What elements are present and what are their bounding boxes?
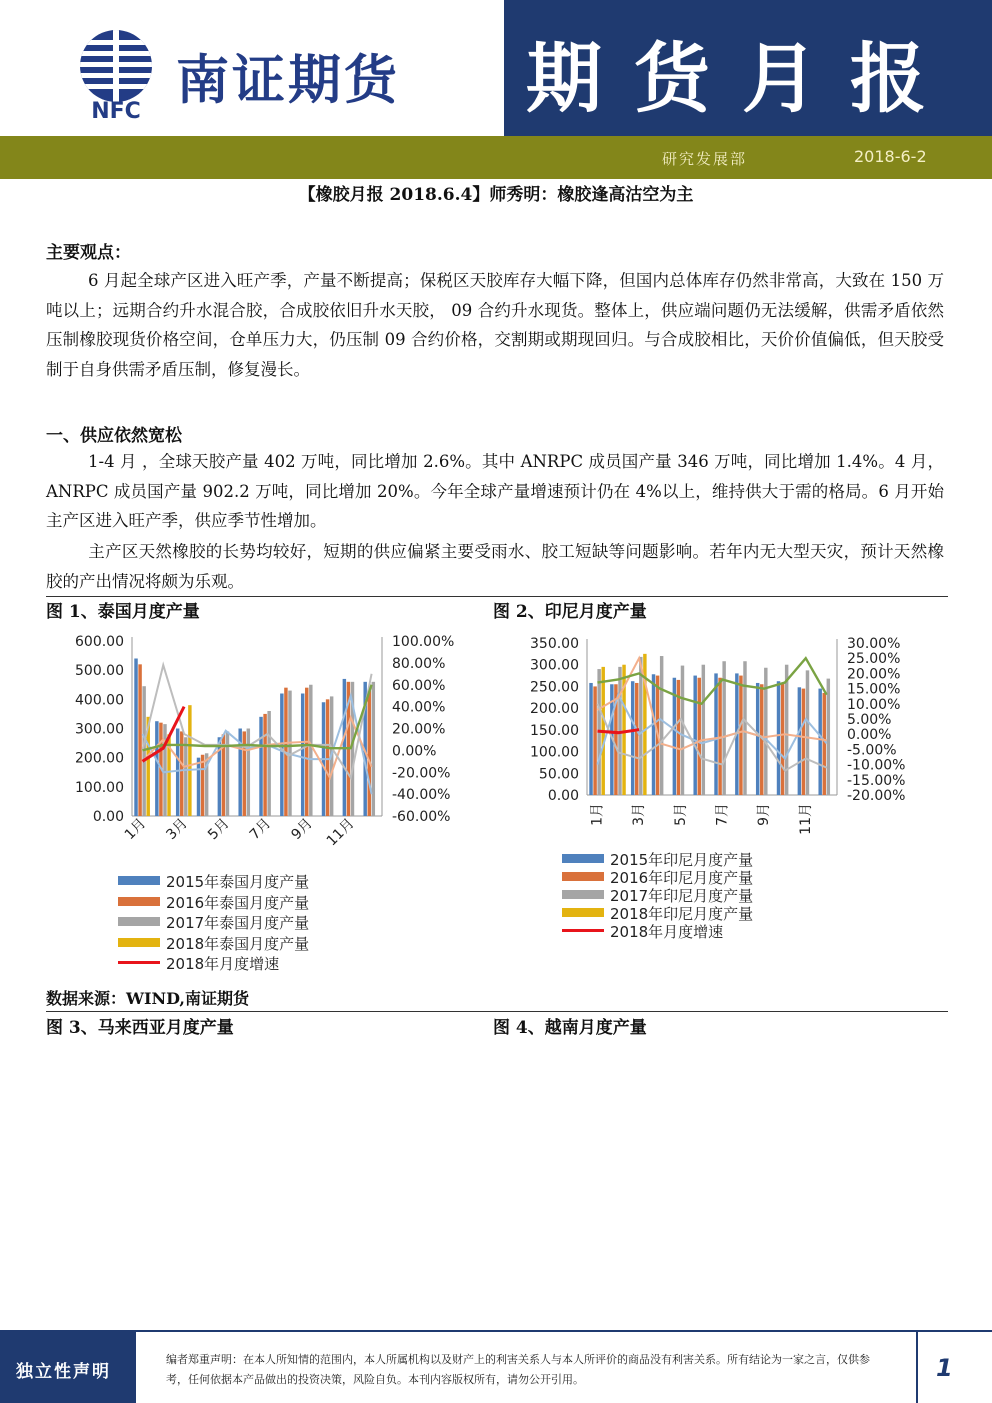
page-number-box [916, 1330, 992, 1403]
indonesia-y-tick-label: 0.00 [547, 788, 579, 804]
indonesia-y2-tick-label: -15.00% [847, 772, 906, 789]
thailand-bar-2016 [263, 714, 266, 816]
disclaimer-text: 编者郑重声明：在本人所知情的范围内，本人所属机构以及财产上的利害关系人与本人所评价的商品没有利害关系。所有结论为一家之言，仅供参考，任何依据本产品做出的投资决策，风险自负。本刊内容版权所有，请勿公开引用。 [166, 1353, 870, 1386]
thailand-bar-2015 [301, 694, 304, 817]
section1-paragraph-2 [46, 537, 944, 596]
indonesia-y-tick-label: 250.00 [530, 679, 579, 696]
thailand-legend-label: 2016年泰国月度产量 [166, 893, 310, 912]
indonesia-bar-2017 [639, 657, 642, 795]
indonesia-y2-tick-label: 15.00% [847, 681, 901, 698]
indonesia-y2-tick-label: 10.00% [847, 696, 901, 713]
department: 研究发展部 [662, 150, 748, 168]
indonesia-bar-2016 [823, 693, 826, 795]
thailand-y2-tick-label: -60.00% [392, 809, 451, 825]
thailand-bar-2015 [197, 758, 200, 816]
thailand-y2-tick-label: -40.00% [392, 787, 451, 804]
thailand-legend-label: 2015年泰国月度产量 [166, 873, 310, 891]
indonesia-bar-2015 [589, 683, 592, 795]
data-source: 数据来源：WIND,南证期货 [46, 989, 249, 1008]
thailand-y-tick-label: 600.00 [75, 634, 124, 650]
main-view-heading: 主要观点： [46, 243, 131, 263]
indonesia-bar-2016 [718, 678, 721, 795]
thailand-bar-2016 [368, 691, 371, 816]
indonesia-production-chart [492, 630, 947, 845]
figure-rule-middle [46, 1011, 948, 1012]
footer [0, 1330, 992, 1403]
thailand-y2-tick-label: -20.00% [392, 765, 451, 782]
thailand-y2-tick-label: 60.00% [392, 677, 446, 694]
indonesia-y2-tick-label: 20.00% [847, 666, 901, 683]
indonesia-legend-swatch [562, 908, 604, 917]
thailand-bar-2017 [309, 685, 312, 816]
thailand-y-tick-label: 100.00 [75, 779, 124, 796]
page-number: 1 [936, 1354, 953, 1382]
thailand-legend-swatch [118, 938, 160, 947]
header-band [0, 136, 992, 179]
thailand-legend-label: 2018年月度增速 [166, 955, 280, 973]
thailand-bar-2017 [372, 682, 375, 816]
indonesia-bar-2017 [827, 679, 830, 795]
thailand-legend-swatch [118, 876, 160, 885]
fig2-title: 图 2、印尼月度产量 [493, 602, 647, 622]
thailand-x-tick-label: 1月 [121, 815, 150, 844]
thailand-bar-2015 [176, 729, 179, 817]
thailand-production-chart [44, 625, 484, 855]
indonesia-y2-tick-label: 5.00% [847, 712, 892, 728]
section1-paragraph-1 [46, 447, 944, 536]
thailand-y-tick-label: 200.00 [75, 750, 124, 767]
indonesia-y-tick-label: 150.00 [530, 722, 579, 739]
logo-area [0, 0, 504, 136]
fig1-title: 图 1、泰国月度产量 [46, 602, 200, 622]
report-title-box [504, 0, 992, 136]
thailand-bar-2015 [259, 717, 262, 816]
footer-disclaimer-box [136, 1330, 916, 1403]
section1-p1-body: 1-4 月 ，全球天胶产量 402 万吨，同比增加 2.6%。其中 ANRPC 成员国产量 346 万吨，同比增加 1.4%。4 月， ANRPC 成员国产量 902.2 万吨，同比增加 20%。今年全球产量增速预计仍在 4%以上，维持供大于需的格局。6 月开始主产区进入旺产季，供应季节性增加。 [46, 452, 944, 530]
indonesia-x-tick-label: 11月 [797, 803, 814, 835]
indonesia-bar-2015 [693, 676, 696, 795]
report-title: 期货月报 [526, 34, 958, 123]
indonesia-x-tick-label: 9月 [756, 803, 773, 826]
indonesia-legend-label: 2018年月度增速 [610, 923, 724, 941]
thailand-bar-2017 [247, 729, 250, 817]
thailand-bar-2016 [138, 664, 141, 816]
indonesia-y-tick-label: 300.00 [530, 657, 579, 674]
indonesia-legend-swatch [562, 872, 604, 881]
thailand-y-tick-label: 300.00 [75, 721, 124, 738]
indonesia-bar-2015 [631, 681, 634, 795]
indonesia-bar-2015 [756, 683, 759, 795]
report-date: 2018-6-2 [854, 147, 927, 166]
indonesia-y2-tick-label: 30.00% [847, 636, 901, 652]
footer-left-box [0, 1330, 136, 1403]
thailand-bar-2017 [184, 737, 187, 816]
indonesia-bar-2015 [714, 673, 717, 795]
indonesia-bar-2017 [702, 665, 705, 795]
section1-p2-body: 主产区天然橡胶的长势均较好，短期的供应偏紧主要受雨水、胶工短缺等问题影响。若年内无大型天灾，预计天然橡胶的产出情况将颇为乐观。 [46, 542, 944, 591]
indonesia-bar-2017 [806, 670, 809, 795]
thailand-x-tick-label: 7月 [246, 815, 275, 844]
thailand-x-tick-label: 11月 [323, 815, 358, 850]
indonesia-y2-tick-label: 25.00% [847, 651, 901, 668]
thailand-legend-label: 2018年泰国月度产量 [166, 934, 310, 953]
indonesia-bar-2015 [818, 689, 821, 795]
headline: 【橡胶月报 2018.6.4】师秀明：橡胶逢高沽空为主 [298, 185, 694, 205]
indonesia-y-tick-label: 200.00 [530, 701, 579, 718]
thailand-y-tick-label: 0.00 [92, 809, 124, 825]
indonesia-x-tick-label: 3月 [631, 803, 648, 826]
indonesia-y-tick-label: 350.00 [530, 636, 579, 652]
indonesia-y2-tick-label: 0.00% [847, 727, 892, 744]
thailand-y2-tick-label: 40.00% [392, 699, 446, 716]
indonesia-bar-2016 [593, 686, 596, 795]
thailand-bar-2018 [188, 705, 191, 816]
thailand-bar-2015 [155, 721, 158, 816]
indonesia-x-tick-label: 7月 [714, 803, 731, 826]
indonesia-y-tick-label: 100.00 [530, 744, 579, 761]
indonesia-legend-label: 2017年印尼月度产量 [610, 887, 754, 905]
main-view-body: 6 月起全球产区进入旺产季，产量不断提高；保税区天胶库存大幅下降，但国内总体库存仍然非常高，大致在 150 万吨以上；远期合约升水混合胶，合成胶依旧升水天胶， 09 合约升水现货。整体上，供应端问题仍无法缓解，供需矛盾依然压制橡胶现货价格空间，仓单压力大，仍压制 09 合约价格，交割期或期现回归。与合成胶相比，天价价值偏低，但天胶受制于自身供需矛盾压制，修复漫长。 [46, 271, 944, 379]
indonesia-legend-label: 2016年印尼月度产量 [610, 869, 754, 887]
indonesia-bar-2017 [785, 665, 788, 795]
indonesia-legend-swatch [562, 890, 604, 899]
indonesia-y2-tick-label: -10.00% [847, 757, 906, 774]
thailand-bar-2016 [305, 688, 308, 816]
indonesia-legend-swatch [562, 854, 604, 863]
thailand-y2-tick-label: 80.00% [392, 655, 446, 672]
indonesia-y2-tick-label: -20.00% [847, 788, 906, 804]
thailand-y2-tick-label: 20.00% [392, 721, 446, 738]
indonesia-bar-2017 [681, 666, 684, 795]
thailand-legend-swatch [118, 917, 160, 926]
thailand-legend-swatch [118, 961, 160, 964]
independence-statement-label: 独立性声明 [16, 1362, 111, 1382]
indonesia-bar-2017 [660, 656, 663, 795]
indonesia-legend-swatch [562, 929, 604, 932]
indonesia-bar-2016 [781, 683, 784, 795]
indonesia-bar-2016 [698, 678, 701, 795]
logo-en: NFC [91, 99, 141, 122]
thailand-bar-2016 [326, 699, 329, 816]
thailand-y-tick-label: 400.00 [75, 692, 124, 709]
indonesia-legend-label: 2015年印尼月度产量 [610, 851, 754, 869]
indonesia-y-tick-label: 50.00 [538, 766, 579, 783]
thailand-x-tick-label: 3月 [163, 815, 191, 844]
thailand-bar-2015 [280, 694, 283, 817]
thailand-legend-swatch [118, 897, 160, 906]
thailand-bar-2017 [163, 724, 166, 816]
indonesia-bar-2017 [743, 661, 746, 795]
indonesia-x-tick-label: 1月 [589, 803, 606, 826]
thailand-x-tick-label: 9月 [288, 815, 316, 844]
fig3-title: 图 3、马来西亚月度产量 [46, 1018, 234, 1038]
thailand-bar-2015 [134, 659, 137, 817]
section1-heading: 一、供应依然宽松 [46, 426, 182, 446]
thailand-y2-tick-label: 0.00% [392, 743, 437, 760]
indonesia-y2-tick-label: -5.00% [847, 742, 897, 759]
indonesia-bar-2016 [635, 683, 638, 795]
thailand-y2-tick-label: 100.00% [392, 634, 455, 650]
logo-name: 南证期货 [176, 50, 400, 111]
indonesia-bar-2015 [777, 681, 780, 795]
fig4-title: 图 4、越南月度产量 [493, 1018, 647, 1038]
thailand-x-tick-label: 5月 [205, 815, 233, 844]
indonesia-x-tick-label: 5月 [672, 803, 689, 826]
thailand-bar-2016 [201, 755, 204, 816]
main-view-text [46, 266, 944, 384]
thailand-y-tick-label: 500.00 [75, 663, 124, 680]
indonesia-bar-2015 [652, 674, 655, 795]
nfc-logo-icon [70, 30, 162, 122]
thailand-bar-2017 [267, 711, 270, 816]
indonesia-bar-2016 [739, 676, 742, 795]
indonesia-bar-2015 [798, 687, 801, 795]
indonesia-bar-2016 [802, 689, 805, 795]
thailand-legend-label: 2017年泰国月度产量 [166, 914, 310, 932]
indonesia-legend-label: 2018年印尼月度产量 [610, 905, 754, 923]
